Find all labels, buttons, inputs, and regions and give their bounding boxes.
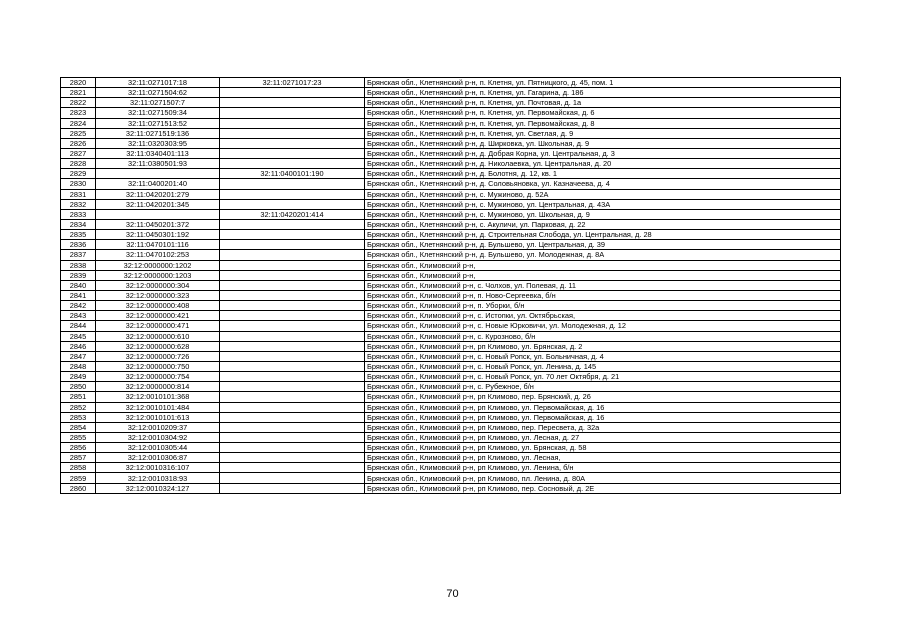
table-row bbox=[61, 473, 841, 483]
table-row bbox=[61, 301, 841, 311]
table-row bbox=[61, 463, 841, 473]
cadastral-number-cell: 32:12:0000000:754 bbox=[96, 372, 220, 382]
table-row bbox=[61, 311, 841, 321]
row-number-cell: 2824 bbox=[61, 118, 96, 128]
cadastral-number-cell: 32:12:0010101:484 bbox=[96, 402, 220, 412]
cadastral-number-cell: 32:12:0010316:107 bbox=[96, 463, 220, 473]
cadastral-number-cell: 32:12:0010324:127 bbox=[96, 483, 220, 493]
cadastral-number-cell: 32:12:0000000:1203 bbox=[96, 270, 220, 280]
table-row bbox=[61, 230, 841, 240]
cadastral-number-cell: 32:11:0470101:116 bbox=[96, 240, 220, 250]
row-number-cell: 2826 bbox=[61, 138, 96, 148]
row-number-cell: 2847 bbox=[61, 351, 96, 361]
address-cell: Брянская обл., Клетнянский р-н, с. Мужиново, ул. Школьная, д. 9 bbox=[365, 209, 841, 219]
table-row bbox=[61, 432, 841, 442]
row-number-cell: 2852 bbox=[61, 402, 96, 412]
address-cell: Брянская обл., Клетнянский р-н, д. Строительная Слобода, ул. Центральная, д. 28 bbox=[365, 230, 841, 240]
address-cell: Брянская обл., Клетнянский р-н, д. Ширковка, ул. Школьная, д. 9 bbox=[365, 138, 841, 148]
related-cadastral-number-cell bbox=[220, 260, 365, 270]
table-row bbox=[61, 138, 841, 148]
related-cadastral-number-cell bbox=[220, 128, 365, 138]
cadastral-number-cell bbox=[96, 209, 220, 219]
related-cadastral-number-cell bbox=[220, 250, 365, 260]
table-row bbox=[61, 372, 841, 382]
related-cadastral-number-cell bbox=[220, 311, 365, 321]
table-row bbox=[61, 219, 841, 229]
table-row bbox=[61, 270, 841, 280]
cadastral-number-cell: 32:11:0420201:279 bbox=[96, 189, 220, 199]
table-row bbox=[61, 280, 841, 290]
address-cell: Брянская обл., Клетнянский р-н, п. Клетня, ул. Светлая, д. 9 bbox=[365, 128, 841, 138]
related-cadastral-number-cell bbox=[220, 189, 365, 199]
related-cadastral-number-cell bbox=[220, 290, 365, 300]
address-cell: Брянская обл., Клетнянский р-н, п. Клетня, ул. Почтовая, д. 1а bbox=[365, 98, 841, 108]
related-cadastral-number-cell bbox=[220, 473, 365, 483]
related-cadastral-number-cell bbox=[220, 301, 365, 311]
row-number-cell: 2858 bbox=[61, 463, 96, 473]
table-row bbox=[61, 148, 841, 158]
address-cell: Брянская обл., Климовский р-н, с. Новый Ропск, ул. Больничная, д. 4 bbox=[365, 351, 841, 361]
related-cadastral-number-cell bbox=[220, 159, 365, 169]
row-number-cell: 2856 bbox=[61, 443, 96, 453]
cadastral-number-cell: 32:11:0271504:62 bbox=[96, 88, 220, 98]
related-cadastral-number-cell bbox=[220, 422, 365, 432]
cadastral-number-cell: 32:11:0380501:93 bbox=[96, 159, 220, 169]
address-cell: Брянская обл., Климовский р-н, с. Курозново, б/н bbox=[365, 331, 841, 341]
table-row bbox=[61, 382, 841, 392]
address-cell: Брянская обл., Климовский р-н, п. Уборки, б/н bbox=[365, 301, 841, 311]
row-number-cell: 2837 bbox=[61, 250, 96, 260]
row-number-cell: 2854 bbox=[61, 422, 96, 432]
related-cadastral-number-cell bbox=[220, 88, 365, 98]
cadastral-number-cell: 32:11:0420201:345 bbox=[96, 199, 220, 209]
row-number-cell: 2820 bbox=[61, 78, 96, 88]
related-cadastral-number-cell bbox=[220, 199, 365, 209]
address-cell: Брянская обл., Климовский р-н, рп Климово, пер. Брянский, д. 26 bbox=[365, 392, 841, 402]
table-row bbox=[61, 240, 841, 250]
address-cell: Брянская обл., Климовский р-н, рп Климово, ул. Первомайская, д. 16 bbox=[365, 412, 841, 422]
table-row bbox=[61, 179, 841, 189]
cadastral-number-cell: 32:11:0450301:192 bbox=[96, 230, 220, 240]
cadastral-number-cell: 32:11:0271507:7 bbox=[96, 98, 220, 108]
row-number-cell: 2829 bbox=[61, 169, 96, 179]
related-cadastral-number-cell bbox=[220, 341, 365, 351]
row-number-cell: 2860 bbox=[61, 483, 96, 493]
page-number: 70 bbox=[446, 588, 459, 600]
table-row bbox=[61, 169, 841, 179]
cadastral-number-cell: 32:12:0010101:368 bbox=[96, 392, 220, 402]
row-number-cell: 2842 bbox=[61, 301, 96, 311]
address-cell: Брянская обл., Климовский р-н, с. Рубежное, б/н bbox=[365, 382, 841, 392]
row-number-cell: 2839 bbox=[61, 270, 96, 280]
cadastral-number-cell: 32:12:0000000:726 bbox=[96, 351, 220, 361]
address-cell: Брянская обл., Клетнянский р-н, п. Клетня, ул. Первомайская, д. 8 bbox=[365, 118, 841, 128]
related-cadastral-number-cell bbox=[220, 372, 365, 382]
address-cell: Брянская обл., Климовский р-н, рп Климово, ул. Ленина, б/н bbox=[365, 463, 841, 473]
table-row bbox=[61, 331, 841, 341]
related-cadastral-number-cell: 32:11:0271017:23 bbox=[220, 78, 365, 88]
row-number-cell: 2825 bbox=[61, 128, 96, 138]
cadastral-number-cell: 32:12:0010306:87 bbox=[96, 453, 220, 463]
row-number-cell: 2838 bbox=[61, 260, 96, 270]
cadastral-number-cell: 32:11:0271513:52 bbox=[96, 118, 220, 128]
row-number-cell: 2832 bbox=[61, 199, 96, 209]
related-cadastral-number-cell bbox=[220, 179, 365, 189]
table-row bbox=[61, 118, 841, 128]
address-cell: Брянская обл., Клетнянский р-н, д. Соловьяновка, ул. Казначеева, д. 4 bbox=[365, 179, 841, 189]
table-row bbox=[61, 260, 841, 270]
table-row bbox=[61, 402, 841, 412]
related-cadastral-number-cell bbox=[220, 270, 365, 280]
address-cell: Брянская обл., Климовский р-н, рп Климово, ул. Брянская, д. 58 bbox=[365, 443, 841, 453]
related-cadastral-number-cell bbox=[220, 443, 365, 453]
address-cell: Брянская обл., Клетнянский р-н, п. Клетня, ул. Пятницкого, д. 45, пом. 1 bbox=[365, 78, 841, 88]
address-cell: Брянская обл., Клетнянский р-н, д. Бульшево, ул. Молодежная, д. 8А bbox=[365, 250, 841, 260]
address-cell: Брянская обл., Климовский р-н, bbox=[365, 270, 841, 280]
related-cadastral-number-cell bbox=[220, 230, 365, 240]
cadastral-number-cell: 32:12:0010305:44 bbox=[96, 443, 220, 453]
table-row bbox=[61, 483, 841, 493]
address-cell: Брянская обл., Клетнянский р-н, д. Николаевка, ул. Центральная, д. 20 bbox=[365, 159, 841, 169]
table-row bbox=[61, 453, 841, 463]
address-cell: Брянская обл., Климовский р-н, рп Климово, пер. Сосновый, д. 2Е bbox=[365, 483, 841, 493]
cadastral-number-cell: 32:11:0271017:18 bbox=[96, 78, 220, 88]
address-cell: Брянская обл., Клетнянский р-н, с. Мужиново, д. 52А bbox=[365, 189, 841, 199]
address-cell: Брянская обл., Климовский р-н, с. Новый Ропск, ул. Ленина, д. 145 bbox=[365, 361, 841, 371]
cadastral-number-cell: 32:12:0000000:750 bbox=[96, 361, 220, 371]
address-cell: Брянская обл., Климовский р-н, с. Новые Юрковичи, ул. Молодежная, д. 12 bbox=[365, 321, 841, 331]
table-row bbox=[61, 443, 841, 453]
cadastral-number-cell: 32:12:0000000:421 bbox=[96, 311, 220, 321]
cadastral-number-cell bbox=[96, 169, 220, 179]
address-cell: Брянская обл., Клетнянский р-н, с. Мужиново, ул. Центральная, д. 43А bbox=[365, 199, 841, 209]
cadastral-number-cell: 32:12:0000000:323 bbox=[96, 290, 220, 300]
address-cell: Брянская обл., Климовский р-н, рп Климово, пер. Пересвета, д. 32а bbox=[365, 422, 841, 432]
table-row bbox=[61, 422, 841, 432]
row-number-cell: 2850 bbox=[61, 382, 96, 392]
row-number-cell: 2848 bbox=[61, 361, 96, 371]
address-cell: Брянская обл., Климовский р-н, рп Климово, ул. Брянская, д. 2 bbox=[365, 341, 841, 351]
row-number-cell: 2846 bbox=[61, 341, 96, 351]
related-cadastral-number-cell bbox=[220, 280, 365, 290]
table-row bbox=[61, 392, 841, 402]
related-cadastral-number-cell bbox=[220, 98, 365, 108]
cadastral-number-cell: 32:12:0000000:814 bbox=[96, 382, 220, 392]
related-cadastral-number-cell bbox=[220, 138, 365, 148]
address-cell: Брянская обл., Климовский р-н, рп Климово, ул. Лесная, bbox=[365, 453, 841, 463]
address-cell: Брянская обл., Климовский р-н, bbox=[365, 260, 841, 270]
address-cell: Брянская обл., Клетнянский р-н, д. Добрая Корна, ул. Центральная, д. 3 bbox=[365, 148, 841, 158]
related-cadastral-number-cell bbox=[220, 240, 365, 250]
row-number-cell: 2822 bbox=[61, 98, 96, 108]
table-row bbox=[61, 351, 841, 361]
address-cell: Брянская обл., Климовский р-н, рп Климово, пл. Ленина, д. 80А bbox=[365, 473, 841, 483]
cadastral-number-cell: 32:12:0010101:613 bbox=[96, 412, 220, 422]
address-cell: Брянская обл., Клетнянский р-н, п. Клетня, ул. Первомайская, д. 6 bbox=[365, 108, 841, 118]
row-number-cell: 2835 bbox=[61, 230, 96, 240]
row-number-cell: 2859 bbox=[61, 473, 96, 483]
row-number-cell: 2849 bbox=[61, 372, 96, 382]
table-row bbox=[61, 290, 841, 300]
row-number-cell: 2843 bbox=[61, 311, 96, 321]
table-row bbox=[61, 88, 841, 98]
registry-table bbox=[60, 77, 841, 494]
related-cadastral-number-cell bbox=[220, 331, 365, 341]
address-cell: Брянская обл., Климовский р-н, с. Новый Ропск, ул. 70 лет Октября, д. 21 bbox=[365, 372, 841, 382]
registry-table-body bbox=[61, 78, 841, 494]
cadastral-number-cell: 32:11:0271519:136 bbox=[96, 128, 220, 138]
cadastral-number-cell: 32:11:0400201:40 bbox=[96, 179, 220, 189]
cadastral-number-cell: 32:11:0450201:372 bbox=[96, 219, 220, 229]
related-cadastral-number-cell: 32:11:0400101:190 bbox=[220, 169, 365, 179]
related-cadastral-number-cell bbox=[220, 412, 365, 422]
related-cadastral-number-cell bbox=[220, 148, 365, 158]
table-row bbox=[61, 412, 841, 422]
row-number-cell: 2827 bbox=[61, 148, 96, 158]
table-row bbox=[61, 128, 841, 138]
row-number-cell: 2831 bbox=[61, 189, 96, 199]
related-cadastral-number-cell bbox=[220, 483, 365, 493]
cadastral-number-cell: 32:11:0271509:34 bbox=[96, 108, 220, 118]
cadastral-number-cell: 32:12:0010209:37 bbox=[96, 422, 220, 432]
related-cadastral-number-cell bbox=[220, 392, 365, 402]
table-row bbox=[61, 108, 841, 118]
address-cell: Брянская обл., Клетнянский р-н, п. Клетня, ул. Гагарина, д. 186 bbox=[365, 88, 841, 98]
related-cadastral-number-cell bbox=[220, 108, 365, 118]
table-row bbox=[61, 78, 841, 88]
table-row bbox=[61, 189, 841, 199]
row-number-cell: 2830 bbox=[61, 179, 96, 189]
related-cadastral-number-cell bbox=[220, 382, 365, 392]
row-number-cell: 2833 bbox=[61, 209, 96, 219]
row-number-cell: 2857 bbox=[61, 453, 96, 463]
address-cell: Брянская обл., Климовский р-н, рп Климово, ул. Лесная, д. 27 bbox=[365, 432, 841, 442]
cadastral-number-cell: 32:12:0000000:408 bbox=[96, 301, 220, 311]
cadastral-number-cell: 32:12:0010304:92 bbox=[96, 432, 220, 442]
table-row bbox=[61, 209, 841, 219]
related-cadastral-number-cell bbox=[220, 118, 365, 128]
cadastral-number-cell: 32:11:0340401:113 bbox=[96, 148, 220, 158]
table-row bbox=[61, 361, 841, 371]
row-number-cell: 2841 bbox=[61, 290, 96, 300]
address-cell: Брянская обл., Клетнянский р-н, д. Болотня, д. 12, кв. 1 bbox=[365, 169, 841, 179]
address-cell: Брянская обл., Климовский р-н, с. Чолхов, ул. Полевая, д. 11 bbox=[365, 280, 841, 290]
row-number-cell: 2845 bbox=[61, 331, 96, 341]
table-row bbox=[61, 250, 841, 260]
row-number-cell: 2836 bbox=[61, 240, 96, 250]
cadastral-number-cell: 32:11:0320303:95 bbox=[96, 138, 220, 148]
row-number-cell: 2851 bbox=[61, 392, 96, 402]
related-cadastral-number-cell bbox=[220, 432, 365, 442]
cadastral-number-cell: 32:12:0000000:610 bbox=[96, 331, 220, 341]
table-row bbox=[61, 159, 841, 169]
cadastral-number-cell: 32:12:0000000:471 bbox=[96, 321, 220, 331]
address-cell: Брянская обл., Клетнянский р-н, д. Бульшево, ул. Центральная, д. 39 bbox=[365, 240, 841, 250]
address-cell: Брянская обл., Клетнянский р-н, с. Акуличи, ул. Парковая, д. 22 bbox=[365, 219, 841, 229]
table-row bbox=[61, 199, 841, 209]
related-cadastral-number-cell bbox=[220, 219, 365, 229]
cadastral-number-cell: 32:11:0470102:253 bbox=[96, 250, 220, 260]
cadastral-number-cell: 32:12:0010318:93 bbox=[96, 473, 220, 483]
table-row bbox=[61, 98, 841, 108]
row-number-cell: 2821 bbox=[61, 88, 96, 98]
row-number-cell: 2828 bbox=[61, 159, 96, 169]
cadastral-number-cell: 32:12:0000000:1202 bbox=[96, 260, 220, 270]
row-number-cell: 2834 bbox=[61, 219, 96, 229]
table-row bbox=[61, 321, 841, 331]
related-cadastral-number-cell bbox=[220, 453, 365, 463]
row-number-cell: 2840 bbox=[61, 280, 96, 290]
row-number-cell: 2853 bbox=[61, 412, 96, 422]
cadastral-number-cell: 32:12:0000000:628 bbox=[96, 341, 220, 351]
address-cell: Брянская обл., Климовский р-н, п. Ново-Сергеевка, б/н bbox=[365, 290, 841, 300]
row-number-cell: 2855 bbox=[61, 432, 96, 442]
cadastral-number-cell: 32:12:0000000:304 bbox=[96, 280, 220, 290]
related-cadastral-number-cell bbox=[220, 463, 365, 473]
related-cadastral-number-cell bbox=[220, 402, 365, 412]
related-cadastral-number-cell: 32:11:0420201:414 bbox=[220, 209, 365, 219]
row-number-cell: 2823 bbox=[61, 108, 96, 118]
row-number-cell: 2844 bbox=[61, 321, 96, 331]
related-cadastral-number-cell bbox=[220, 361, 365, 371]
related-cadastral-number-cell bbox=[220, 351, 365, 361]
address-cell: Брянская обл., Климовский р-н, рп Климово, ул. Первомайская, д. 16 bbox=[365, 402, 841, 412]
related-cadastral-number-cell bbox=[220, 321, 365, 331]
table-row bbox=[61, 341, 841, 351]
address-cell: Брянская обл., Климовский р-н, с. Истопки, ул. Октябрьская, bbox=[365, 311, 841, 321]
